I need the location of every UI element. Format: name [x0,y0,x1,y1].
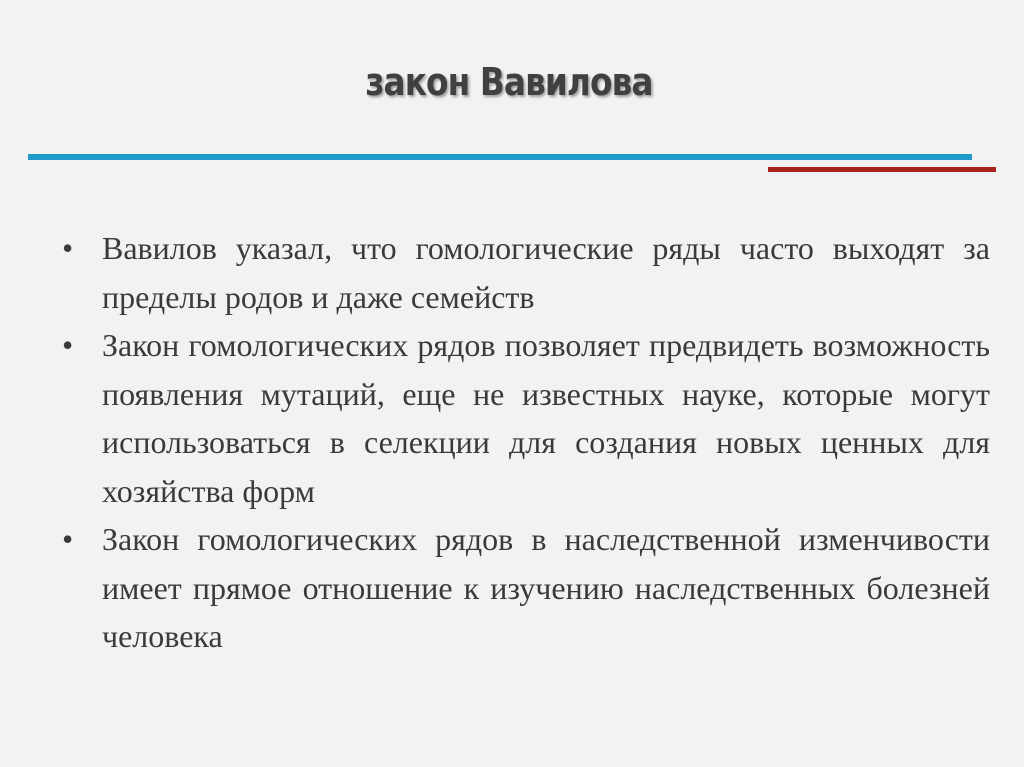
title-underline-red [768,167,996,172]
bullet-text-2: Закон гомологических рядов позволяет предвидеть возможность появления мутаций, еще не известных науке, которые могут использоваться в селекции для создания новых ценных для хозяйства форм [102,327,990,509]
bullet-text-3: Закон гомологических рядов в наследственной изменчивости имеет прямое отношение к изучению наследственных болезней человека [102,521,990,654]
bullet-marker: • [62,521,74,557]
title-underline-blue [28,154,972,160]
bullet-marker: • [62,230,74,266]
slide-title: закон Вавилова [365,60,653,104]
slide-content [62,224,990,661]
bullet-item-1 [62,224,990,321]
bullet-list [62,224,990,661]
bullet-item-2 [62,321,990,515]
bullet-item-3 [62,515,990,661]
bullet-marker: • [62,327,74,363]
bullet-text-1: Вавилов указал, что гомологические ряды часто выходят за пределы родов и даже семейств [102,230,990,315]
